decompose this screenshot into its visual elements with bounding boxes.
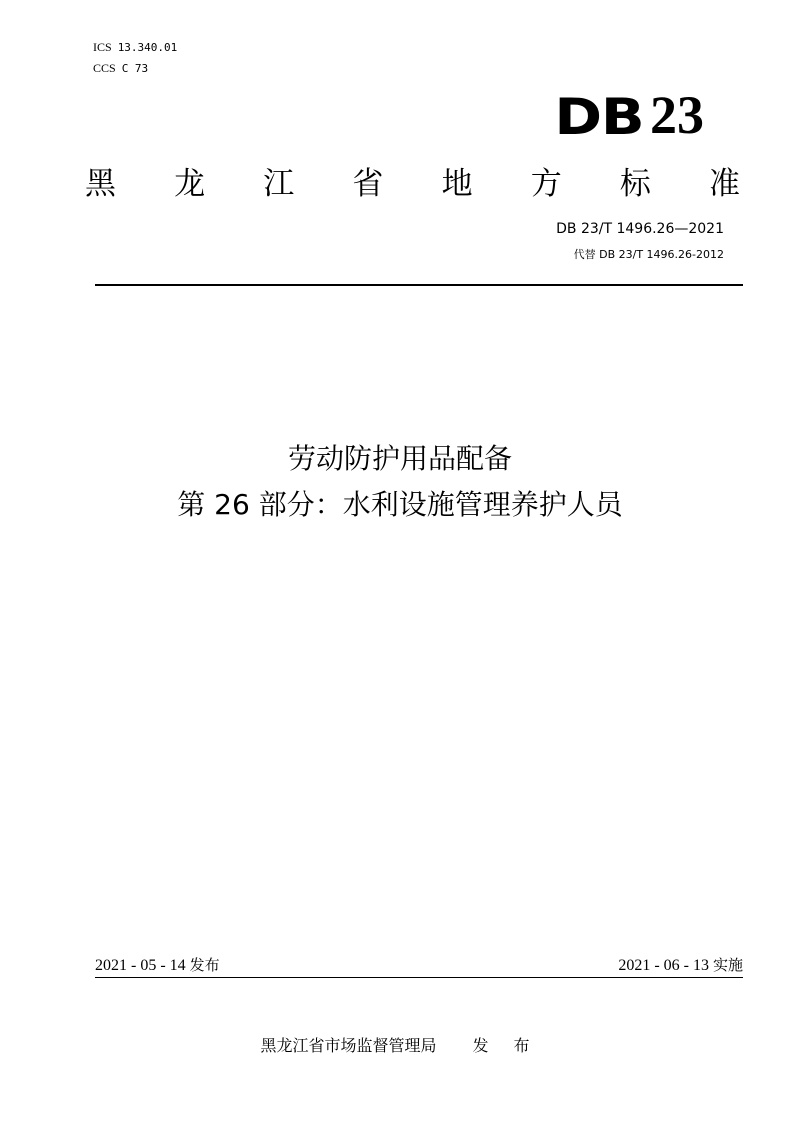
header-divider (95, 284, 743, 286)
publish-label: 发布 (189, 956, 220, 974)
db-standard-mark (554, 85, 704, 146)
db-mark-number: 23 (650, 85, 704, 145)
ccs-label: CCS (93, 61, 116, 75)
title-line-1: 劳动防护用品配备 (287, 442, 512, 475)
implement-date: 2021 - 06 - 13 (618, 957, 709, 974)
db-mark-letters: DB (554, 88, 644, 146)
issuer-name: 黑龙江省市场监督管理局 (260, 1036, 437, 1055)
standard-type-char: 准 (708, 166, 740, 202)
standard-type-char: 地 (441, 166, 473, 202)
standard-type-char: 方 (530, 166, 562, 202)
standard-type-char: 省 (352, 166, 384, 202)
footer-divider (95, 977, 743, 978)
document-title (0, 436, 800, 528)
standard-number: DB 23/T 1496.26—2021 (556, 221, 724, 237)
ccs-code: C 73 (121, 62, 149, 75)
standard-type-char: 江 (263, 166, 295, 202)
standard-type-char: 黑 (85, 166, 116, 202)
standard-type-char: 标 (619, 166, 651, 202)
standard-type-heading (85, 164, 740, 204)
ccs-classification (93, 61, 148, 76)
ics-code: 13.340.01 (117, 41, 178, 54)
implement-label: 实施 (712, 956, 743, 974)
publish-date: 2021 - 05 - 14 (95, 957, 186, 974)
title-line-2: 第 26 部分：水利设施管理养护人员 (177, 488, 623, 521)
publish-date-line (95, 954, 220, 975)
issuing-authority (0, 1033, 800, 1056)
replaces-standard: 代替 DB 23/T 1496.26-2012 (573, 248, 724, 261)
standard-type-char: 龙 (174, 166, 206, 202)
issuer-action: 发 布 (472, 1036, 540, 1055)
implement-date-line (618, 954, 743, 975)
ics-label: ICS (93, 40, 112, 54)
ics-classification (93, 40, 177, 55)
